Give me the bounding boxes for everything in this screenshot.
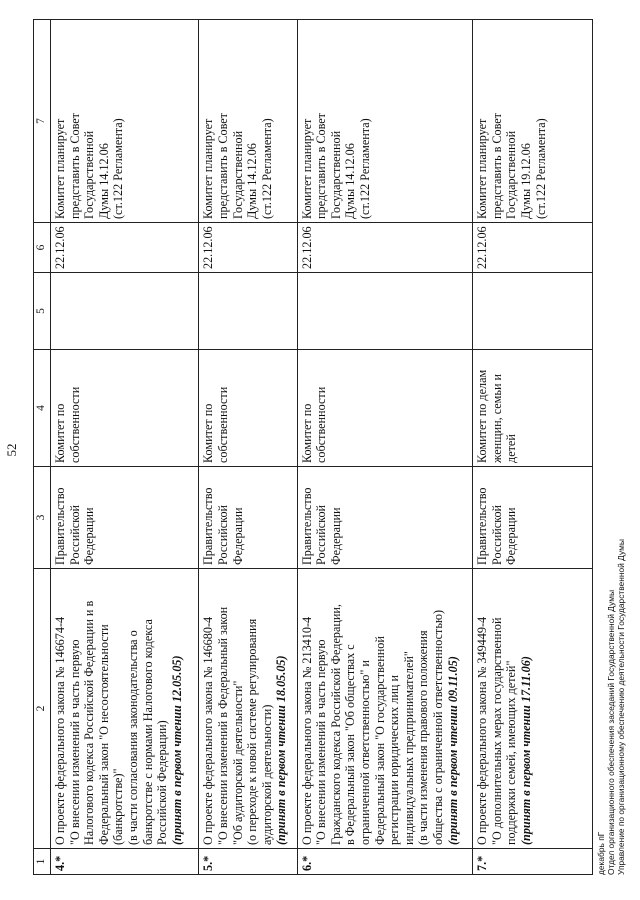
committee-line: женщин, семьи и [489,373,504,463]
page-number: 52 [4,443,19,457]
bill-title: О проекте федерального закона № 213410-4 [299,616,314,845]
bill-text-line: (в части согласования законодательства о [125,630,140,845]
bill-text-line: аудиторской деятельности) [259,704,274,845]
footer-date: декабрь пГ [596,831,606,875]
note [199,20,297,223]
initiator-line: Правительство [475,487,490,565]
consideration-date: 22.12.06 [50,223,198,273]
column-5-cell [473,273,593,350]
initiator [50,467,198,569]
bill-text-line: ограниченной ответственностью" и [357,660,372,845]
committee-line: детей [504,434,519,463]
committee-line: собственности [216,386,231,463]
note [473,20,593,223]
initiator-line: Федерации [328,507,343,565]
column-header: 5 [34,273,51,350]
note-line: представить в Совет [67,112,82,219]
note-line: Государственной [82,130,97,219]
initiator [297,467,473,569]
initiator-line: Российской [216,504,231,565]
note-line: Думы 14.12.06 [245,143,260,219]
note-line: представить в Совет [489,112,504,219]
bill-title: О проекте федерального закона № 146680-4 [201,616,216,845]
bill-text-line: (о переходе к новой системе регулирования [245,618,260,845]
table-row [50,20,198,875]
reading-status: (принят в первом чтении 17.11.06) [518,656,533,845]
note-line: Государственной [328,130,343,219]
bill-description [473,569,593,849]
note-line: Государственной [230,130,245,219]
column-header: 3 [34,467,51,569]
initiator-line: Правительство [52,487,67,565]
initiator [473,467,593,569]
reading-status: (принят в первом чтении 18.05.05) [274,655,289,845]
bill-text-line: Федеральный закон "О несостоятельности [96,624,111,845]
responsible-committee [199,350,297,467]
footer-directorate: Управление по организационному обеспечению деятельности Государственной Думы [616,539,626,875]
row-number: 6.* [297,849,473,875]
bill-description [50,569,198,849]
bill-text-line: Российской Федерации) [155,720,170,845]
initiator-line: Федерации [504,507,519,565]
bill-text-line: (в части изменения правового положения [416,630,431,845]
bill-title: О проекте федерального закона № 146674-4 [52,616,67,845]
bill-text-line: индивидуальных предпринимателей" [401,651,416,845]
reading-status: (принят в первом чтении 09.11.05) [445,656,460,845]
bill-description [199,569,297,849]
initiator-line: Правительство [201,487,216,565]
bill-text-line: (банкротстве)" [111,768,126,845]
responsible-committee [473,350,593,467]
committee-line: Комитет по делам [475,369,490,463]
initiator-line: Федерации [82,507,97,565]
table-row [199,20,297,875]
note [297,20,473,223]
initiator [199,467,297,569]
committee-line: Комитет по [299,403,314,463]
responsible-committee [297,350,473,467]
row-number: 5.* [199,849,297,875]
bill-text-line: поддержки семей, имеющих детей" [504,660,519,845]
column-header: 2 [34,569,51,849]
bill-text-line: "О внесении изменений в часть первую [314,639,329,845]
table-row [473,20,593,875]
initiator-line: Российской [489,504,504,565]
note-line: Комитет планирует [52,118,67,219]
initiator-line: Правительство [299,487,314,565]
initiator-line: Российской [67,504,82,565]
committee-line: собственности [67,386,82,463]
bill-text-line: банкротстве с нормами Налогового кодекса [140,619,155,845]
note-line: Думы 19.12.06 [518,143,533,219]
bill-text-line: Гражданского кодекса Российской Федерации, [328,604,343,845]
column-5-cell [199,273,297,350]
column-header: 4 [34,350,51,467]
header-row [34,20,51,875]
bill-text-line: регистрации юридических лиц и [387,674,402,845]
note-line: Комитет планирует [475,118,490,219]
bill-text-line: Налогового кодекса Российской Федерации и в [82,600,97,845]
bill-text-line: "Об аудиторской деятельности" [230,680,245,845]
bill-text-line: общества с ограниченной ответственностью) [430,609,445,845]
note-line: (ст.122 Регламента) [259,118,274,219]
note-line: представить в Совет [314,112,329,219]
note-line: (ст.122 Регламента) [357,118,372,219]
column-header: 6 [34,223,51,273]
note-line: Думы 14.12.06 [343,143,358,219]
reading-status: (принят в первом чтении 12.05.05) [169,655,184,845]
row-number: 7.* [473,849,593,875]
agenda-table [33,19,593,875]
column-header: 1 [34,849,51,875]
note-line: представить в Совет [216,112,231,219]
footer-department: Отдел организационного обеспечения заседаний Государственной Думы [606,589,616,875]
consideration-date: 22.12.06 [297,223,473,273]
bill-text-line: "О внесении изменений в Федеральный закон [216,606,231,845]
column-header: 7 [34,20,51,223]
consideration-date: 22.12.06 [473,223,593,273]
note-line: Думы 14.12.06 [96,143,111,219]
column-5-cell [297,273,473,350]
note-line: Комитет планирует [201,118,216,219]
committee-line: Комитет по [201,403,216,463]
note [50,20,198,223]
note-line: (ст.122 Регламента) [111,118,126,219]
note-line: (ст.122 Регламента) [533,118,548,219]
note-line: Государственной [504,130,519,219]
responsible-committee [50,350,198,467]
bill-text-line: Федеральный закон "О государственной [372,636,387,845]
bill-text-line: в Федеральный закон "Об обществах с [343,644,358,845]
initiator-line: Федерации [230,507,245,565]
bill-text-line: "О внесении изменений в часть первую [67,639,82,845]
table-row [297,20,473,875]
note-line: Комитет планирует [299,118,314,219]
consideration-date: 22.12.06 [199,223,297,273]
bill-text-line: "О дополнительных мерах государственной [489,617,504,845]
row-number: 4.* [50,849,198,875]
committee-line: собственности [314,386,329,463]
initiator-line: Российской [314,504,329,565]
bill-title: О проекте федерального закона № 349449-4 [475,616,490,845]
footer [596,275,626,875]
committee-line: Комитет по [52,403,67,463]
column-5-cell [50,273,198,350]
bill-description [297,569,473,849]
